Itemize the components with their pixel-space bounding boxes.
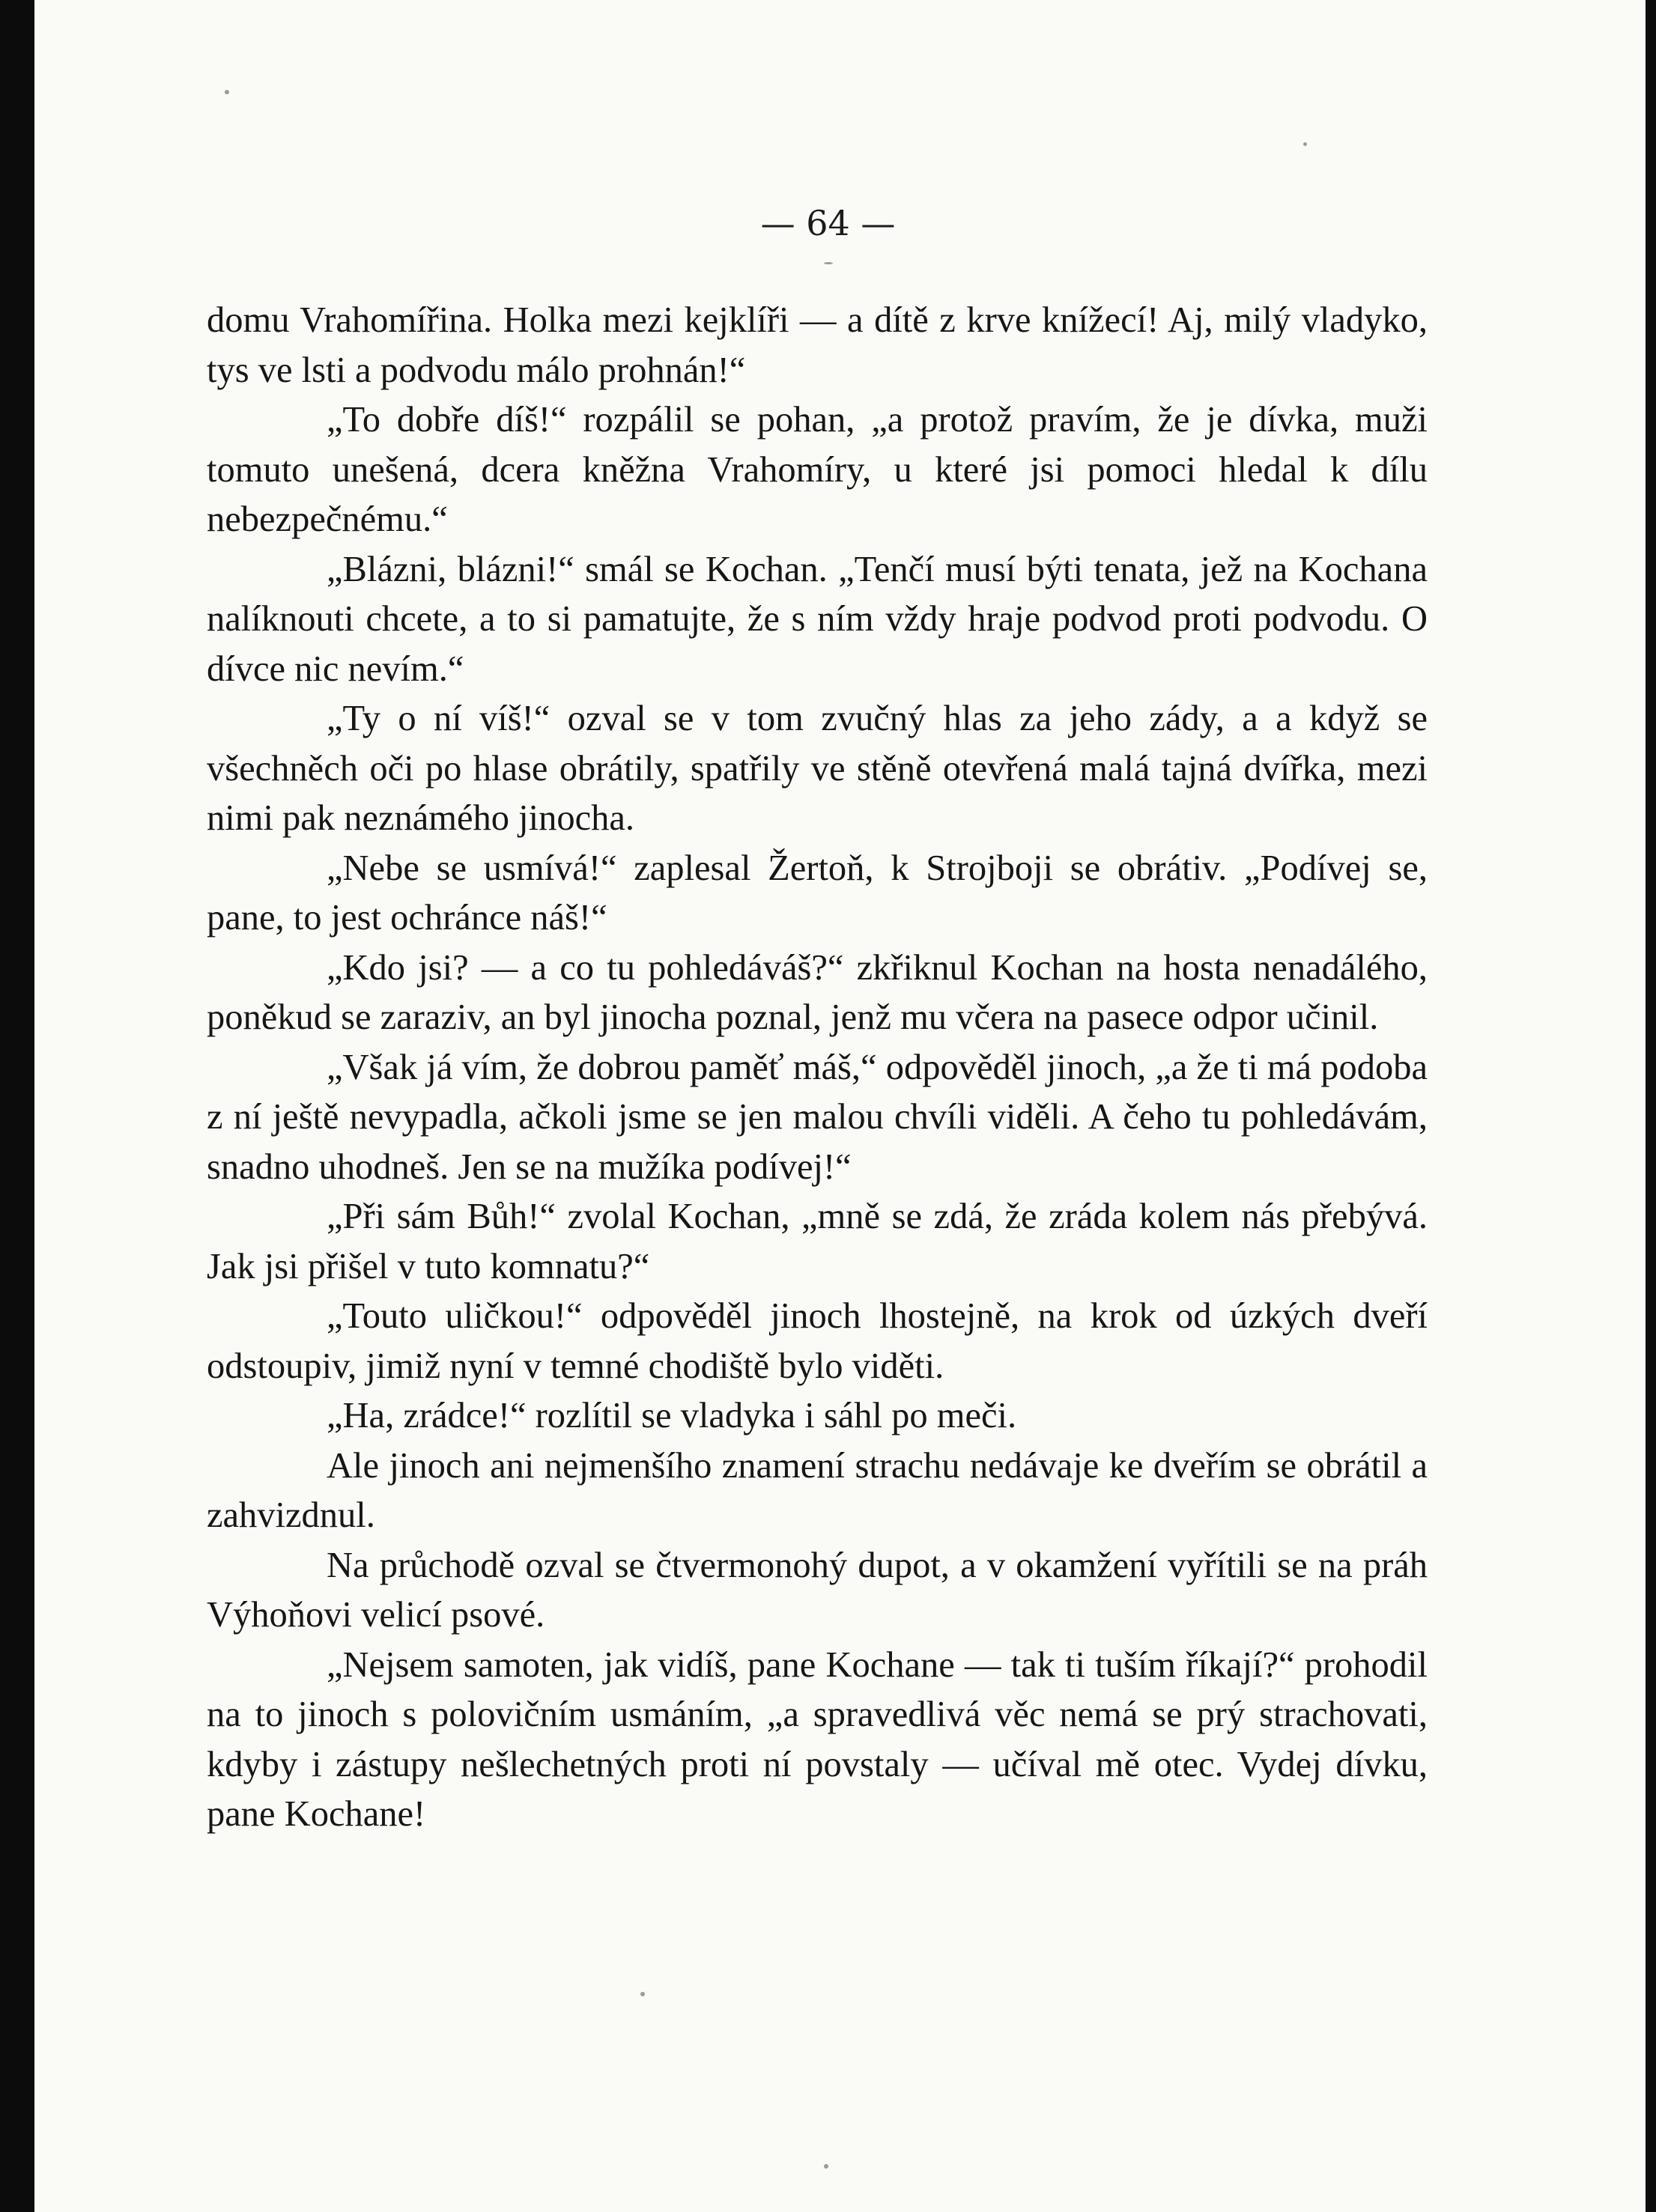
paragraph: „Ty o ní víš!“ ozval se v tom zvučný hlas za jeho zády, a a když se všechněch oči po hlase obrátily, spatřily ve stěně otevřená malá tajná dvířka, mezi nimi pak neznámého jinocha. (207, 699, 1428, 838)
paper-speck (225, 90, 229, 94)
paragraph: „Však já vím, že dobrou paměť máš,“ odpověděl jinoch, „a že ti má podoba z ní ještě nevypadla, ačkoli jsme se jen malou chvíli viděli. A čeho tu pohledávám, snadno uhodneš. Jen se na mužíka podívej!“ (207, 1047, 1428, 1187)
paragraph: „Ha, zrádce!“ rozlítil se vladyka i sáhl po meči. (327, 1396, 1017, 1435)
body-text (207, 296, 1428, 1840)
paragraph: Na průchodě ozval se čtvermonohý dupot, a v okamžení vyřítili se na práh Výhoňovi velicí psové. (207, 1545, 1428, 1635)
paragraph: domu Vrahomířina. Holka mezi kejklíři — a dítě z krve knížecí! Aj, milý vladyko, tys ve lsti a podvodu málo prohnán!“ (207, 300, 1428, 390)
paragraph: „Nejsem samoten, jak vidíš, pane Kochane — tak ti tuším říkají?“ prohodil na to jinoch s polovičním usmáním, „a spravedlivá věc nemá se prý strachovati, kdyby i zástupy nešlechetných proti ní povstaly — učíval mě otec. Vydej dívku, pane Kochane! (207, 1644, 1428, 1834)
paragraph: Ale jinoch ani nejmenšího znamení strachu nedávaje ke dveřím se obrátil a zahvizdnul. (207, 1445, 1428, 1535)
paper-speck (640, 1992, 645, 1996)
paper-speck (824, 2164, 828, 2169)
paragraph: „Nebe se usmívá!“ zaplesal Žertoň, k Strojboji se obrátiv. „Podívej se, pane, to jest ochránce náš!“ (207, 848, 1428, 938)
page-number: — 64 — (760, 203, 896, 243)
paragraph: „Blázni, blázni!“ smál se Kochan. „Tenčí musí býti tenata, jež na Kochana nalíknouti chcete, a to si pamatujte, že s ním vždy hraje podvod proti podvodu. O dívce nic nevím.“ (207, 549, 1428, 689)
paragraph: „Touto uličkou!“ odpověděl jinoch lhostejně, na krok od úzkých dveří odstoupiv, jimiž nyní v temné chodiště bylo viděti. (207, 1296, 1428, 1386)
paper-speck (824, 262, 833, 264)
scan-border-right (1646, 0, 1656, 2212)
paragraph: „To dobře díš!“ rozpálil se pohan, „a protož pravím, že je dívka, muži tomuto unešená, dcera kněžna Vrahomíry, u které jsi pomoci hledal k dílu nebezpečnému.“ (207, 400, 1428, 539)
paper-speck (1303, 142, 1307, 146)
paragraph: „Při sám Bůh!“ zvolal Kochan, „mně se zdá, že zráda kolem nás přebývá. Jak jsi přišel v tuto komnatu?“ (207, 1197, 1428, 1286)
paragraph: „Kdo jsi? — a co tu pohledáváš?“ zkřiknul Kochan na hosta nenadálého, poněkud se zaraziv, an byl jinocha poznal, jenž mu včera na pasece odpor učinil. (207, 947, 1428, 1037)
scan-border-left (0, 0, 34, 2212)
